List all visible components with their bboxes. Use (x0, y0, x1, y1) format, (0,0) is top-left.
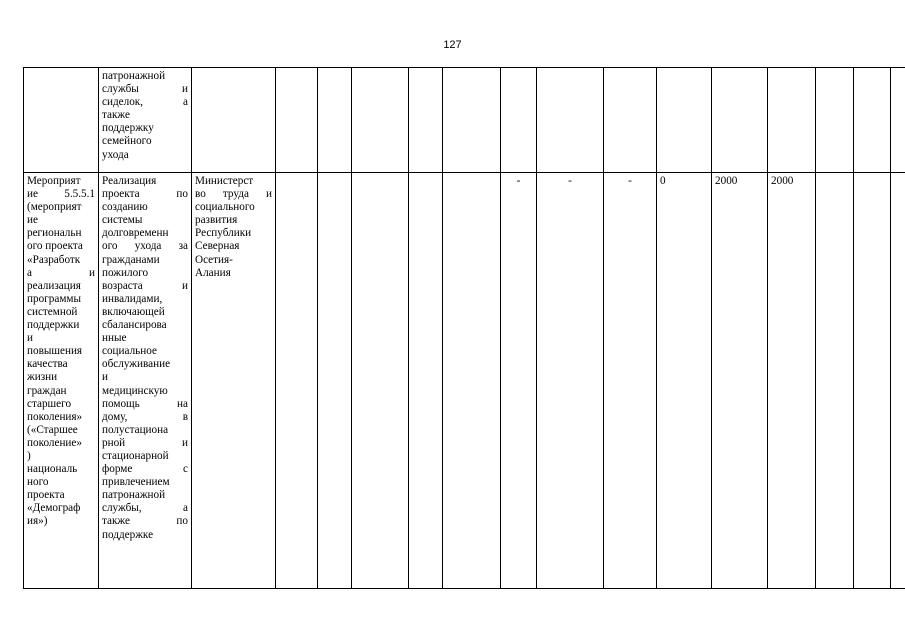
page-number: 127 (443, 39, 462, 51)
value-cell (854, 68, 891, 173)
text-line: сбалансирова (102, 319, 167, 332)
text-line: «Разработк (27, 253, 81, 266)
value-cell (604, 68, 657, 173)
text-line: социального (195, 201, 255, 214)
text-line: ие (27, 214, 38, 227)
text-line: ухода (102, 148, 129, 161)
text-line: полустациона (102, 423, 169, 436)
text-line: Алания (195, 266, 231, 279)
value-cell (712, 68, 768, 173)
text-line: также (102, 109, 130, 122)
text-line: проекта по (102, 188, 188, 201)
text-line: поколение» (27, 436, 82, 449)
text-line: системы (102, 214, 143, 227)
text-line: повышения (27, 345, 83, 358)
text-line: пожилого (102, 266, 149, 279)
text-line: поддержку (102, 122, 154, 135)
value-cell: 2000 (712, 173, 768, 589)
text-line: Мероприят (27, 175, 81, 187)
value-cell (537, 68, 604, 173)
text-line: службы, а (102, 502, 188, 515)
text-line: граждан (27, 384, 67, 397)
text-line: поддержке (102, 528, 154, 541)
text-line: («Старшее (27, 423, 78, 436)
text-line: «Демограф (27, 502, 81, 515)
text-line: во труда и (195, 188, 272, 201)
value-cell (768, 68, 816, 173)
text-line: (мероприят (27, 201, 82, 214)
value-cell (352, 68, 409, 173)
text-line: поколения» (27, 410, 83, 423)
text-line: качества (27, 358, 68, 371)
event-description-cell (99, 173, 192, 589)
value-cell (891, 68, 905, 173)
text-line: возраста и (102, 279, 188, 292)
text-line: патронажной (102, 70, 166, 82)
value-cell (276, 173, 318, 589)
value-cell (891, 173, 905, 589)
value-cell (352, 173, 409, 589)
text-line: и (102, 371, 108, 384)
text-line: развития (195, 214, 238, 227)
event-description-cell (99, 68, 192, 173)
event-name-cell (24, 68, 99, 173)
text-line: Осетия- (195, 253, 233, 266)
text-line: также по (102, 515, 188, 528)
text-line: Министерст (195, 175, 254, 187)
text-line: поддержки (27, 319, 80, 332)
value-cell (276, 68, 318, 173)
text-line: программы (27, 292, 81, 305)
text-line: ие 5.5.5.1 (27, 188, 95, 201)
value-cell: 0 (657, 173, 712, 589)
value-cell (816, 173, 854, 589)
text-line: обслуживание (102, 358, 171, 371)
text-line: гражданами (102, 253, 160, 266)
executor-cell (192, 68, 276, 173)
value-cell (409, 173, 443, 589)
text-line: ого проекта (27, 240, 83, 253)
value-cell: 2000 (768, 173, 816, 589)
table-row (24, 173, 905, 589)
text-line: дому, в (102, 410, 188, 423)
value-cell (443, 68, 501, 173)
text-line: старшего (27, 397, 72, 410)
text-line: ного (27, 476, 49, 489)
text-line: нные (102, 332, 127, 345)
text-line: стационарной (102, 449, 169, 462)
text-line: долговременн (102, 227, 169, 240)
text-line: жизни (27, 371, 58, 384)
text-line: Северная (195, 240, 240, 253)
value-cell (816, 68, 854, 173)
text-line: Республики (195, 227, 252, 240)
value-cell (657, 68, 712, 173)
text-line: ия») (27, 515, 48, 528)
text-line: националь (27, 463, 78, 476)
text-line: помощь на (102, 397, 188, 410)
executor-cell (192, 173, 276, 589)
text-line: форме с (102, 463, 188, 476)
event-name-cell (24, 173, 99, 589)
text-line: семейного (102, 135, 152, 148)
text-line: службы и (102, 83, 188, 96)
text-line: сиделок, а (102, 96, 188, 109)
value-cell (854, 173, 891, 589)
value-cell (318, 68, 352, 173)
value-cell: - (604, 173, 657, 589)
text-line: реализация (27, 279, 81, 292)
text-line: ) (27, 449, 31, 462)
value-cell: - (501, 173, 537, 589)
value-cell (318, 173, 352, 589)
text-line: а и (27, 266, 95, 279)
text-line: патронажной (102, 489, 166, 502)
text-line: Реализация (102, 175, 157, 187)
text-line: привлечением (102, 476, 170, 489)
text-line: включающей (102, 305, 165, 318)
text-line: созданию (102, 201, 148, 214)
value-cell (443, 173, 501, 589)
text-line: медицинскую (102, 384, 168, 397)
text-line: проекта (27, 489, 65, 502)
budget-table (23, 67, 905, 589)
value-cell (501, 68, 537, 173)
text-line: инвалидами, (102, 292, 163, 305)
text-line: региональн (27, 227, 82, 240)
text-line: ого ухода за (102, 240, 188, 253)
text-line: и (27, 332, 33, 345)
text-line: системной (27, 305, 78, 318)
table-row (24, 68, 905, 173)
text-line: рной и (102, 436, 188, 449)
value-cell (409, 68, 443, 173)
text-line: социальное (102, 345, 157, 358)
value-cell: - (537, 173, 604, 589)
